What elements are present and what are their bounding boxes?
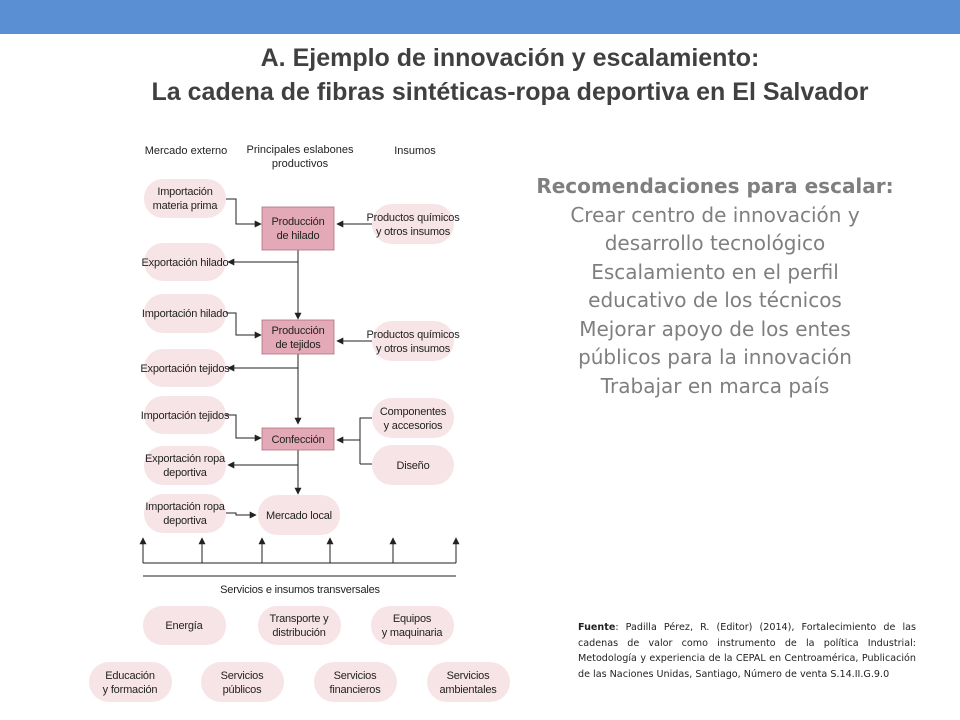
header-inputs: Insumos — [394, 145, 436, 157]
header-external-market: Mercado externo — [144, 145, 228, 157]
mercado-local-node — [258, 495, 340, 535]
svg-text:deportiva: deportiva — [163, 467, 207, 479]
svg-text:Servicios: Servicios — [333, 670, 377, 682]
imp-ropa-deportiva-node — [144, 494, 226, 533]
header-main-links: Principales eslabones — [246, 144, 354, 156]
recommendation-line: Escalamiento en el perfil — [591, 259, 839, 284]
svg-text:materia prima: materia prima — [152, 200, 218, 212]
energia-node — [143, 606, 226, 645]
svg-text:y formación: y formación — [102, 684, 158, 696]
svg-text:Componentes: Componentes — [379, 406, 447, 418]
equipos-node — [371, 606, 454, 645]
recommendation-line: públicos para la innovación — [578, 345, 852, 369]
svg-text:Equipos: Equipos — [392, 613, 432, 625]
svg-text:financieros: financieros — [329, 684, 381, 696]
svg-text:Servicios: Servicios — [446, 670, 490, 682]
exp-hilado-node — [142, 243, 229, 281]
svg-text:y maquinaria: y maquinaria — [381, 627, 443, 639]
svg-text:Exportación ropa: Exportación ropa — [145, 453, 225, 465]
svg-text:Energía: Energía — [165, 620, 203, 632]
svg-text:Diseño: Diseño — [396, 460, 430, 472]
transversal-label: Servicios e insumos transversales — [220, 584, 380, 596]
componentes-node — [372, 398, 454, 438]
svg-text:de hilado: de hilado — [276, 230, 320, 242]
educacion-node — [89, 662, 172, 702]
produccion-hilado-node — [262, 207, 334, 250]
svg-text:distribución: distribución — [272, 627, 326, 639]
recommendation-line: educativo de los técnicos — [588, 288, 842, 312]
svg-text:y otros insumos: y otros insumos — [375, 343, 451, 355]
svg-text:públicos: públicos — [222, 684, 262, 696]
quimicos-tejidos-node — [367, 321, 461, 361]
recommendations-panel — [500, 172, 930, 400]
imp-tejidos-node — [141, 396, 230, 434]
svg-text:Servicios: Servicios — [220, 670, 264, 682]
servicios-publicos-node — [201, 662, 284, 702]
servicios-financieros-node — [314, 662, 397, 702]
svg-text:Exportación hilado: Exportación hilado — [141, 257, 229, 269]
svg-text:Producción: Producción — [271, 325, 325, 337]
slide-subtitle: La cadena de fibras sintéticas-ropa deportiva en El Salvador — [151, 78, 869, 106]
servicios-ambientales-node — [427, 662, 510, 702]
recommendation-line: Crear centro de innovación y — [570, 202, 860, 227]
quimicos-hilado-node — [367, 204, 461, 244]
imp-materia-prima-node — [144, 179, 226, 218]
value-chain-diagram — [0, 120, 540, 720]
svg-text:Importación tejidos: Importación tejidos — [140, 410, 230, 422]
svg-text:y otros insumos: y otros insumos — [375, 226, 451, 238]
svg-text:Producción: Producción — [271, 216, 325, 228]
exp-ropa-deportiva-node — [144, 446, 226, 485]
svg-text:y accesorios: y accesorios — [383, 420, 443, 432]
slide-title: A. Ejemplo de innovación y escalamiento: — [260, 44, 760, 72]
header-main-links-line2: productivos — [271, 158, 329, 170]
svg-text:Mercado local: Mercado local — [266, 510, 332, 522]
produccion-tejidos-node — [262, 320, 334, 354]
recommendation-line: Mejorar apoyo de los entes — [579, 316, 851, 341]
svg-text:Productos químicos: Productos químicos — [366, 212, 460, 224]
recommendation-line: Trabajar en marca país — [600, 373, 830, 398]
recommendations-title: Recomendaciones para escalar: — [536, 174, 894, 198]
svg-text:Educación: Educación — [105, 670, 155, 682]
top-bar — [0, 0, 960, 34]
confeccion-node — [262, 428, 334, 450]
diseno-node — [372, 445, 454, 485]
svg-text:deportiva: deportiva — [163, 515, 207, 527]
svg-text:Importación ropa: Importación ropa — [145, 501, 225, 513]
imp-hilado-node — [142, 294, 228, 333]
transporte-node — [258, 606, 341, 645]
svg-text:Exportación tejidos: Exportación tejidos — [140, 363, 230, 375]
svg-text:de tejidos: de tejidos — [275, 339, 321, 351]
recommendation-line: desarrollo tecnológico — [604, 231, 826, 255]
svg-text:Transporte y: Transporte y — [269, 613, 329, 625]
source-text: : Padilla Pérez, R. (Editor) (2014), Fortalecimiento de las cadenas de valor como instrumento de la política Industrial: Metodología y experiencia de la CEPAL en Centroamérica, Publicación de las Naciones Unidas, Santiago, Número de venta S.14.II.G.9.0 — [578, 622, 916, 680]
exp-tejidos-node — [140, 349, 230, 387]
svg-text:ambientales: ambientales — [439, 684, 497, 696]
source-citation — [578, 620, 916, 682]
source-label: Fuente — [578, 622, 616, 633]
svg-text:Confección: Confección — [271, 434, 325, 446]
svg-text:Importación hilado: Importación hilado — [141, 308, 229, 320]
svg-text:Productos químicos: Productos químicos — [366, 329, 460, 341]
svg-text:Importación: Importación — [157, 186, 213, 198]
